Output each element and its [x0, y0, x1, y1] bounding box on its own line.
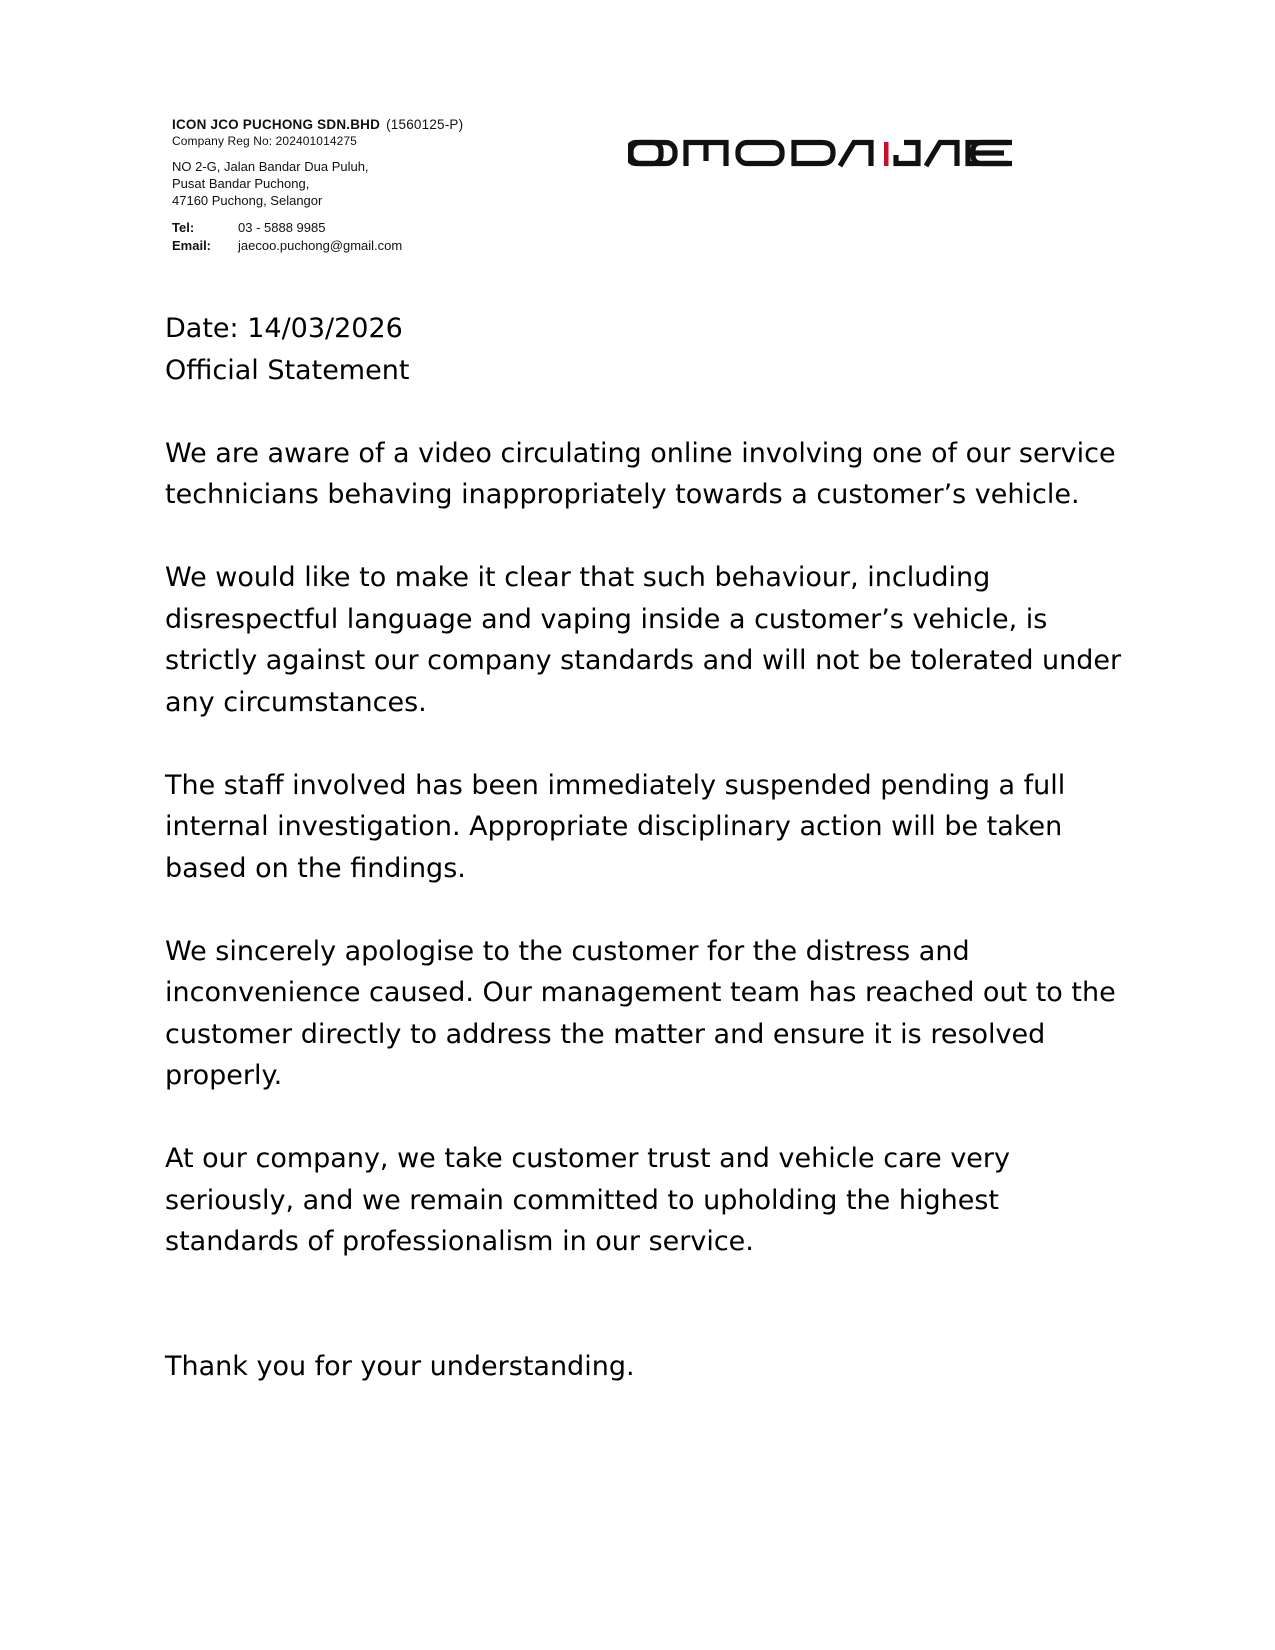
logo-separator: [884, 142, 889, 166]
address-line-2: Pusat Bandar Puchong,: [172, 176, 310, 191]
paragraph-3: The staff involved has been immediately suspended pending a full internal investigation. Appropriate disciplinary action will be taken based on the findings.: [165, 769, 1066, 884]
paragraph-4: We sincerely apologise to the customer for the distress and inconvenience caused. Our management team has reached out to the customer directly to address the matter and ensure it is resolved properly.: [165, 935, 1116, 1091]
letter-body: [165, 308, 1125, 1387]
company-name-line: [172, 116, 592, 133]
paragraph-2: We would like to make it clear that such behaviour, including disrespectful language and vaping inside a customer’s vehicle, is strictly against our company standards and will not be tolerated under any circumstances.: [165, 562, 1122, 718]
company-address: [172, 158, 592, 209]
tel-row: [172, 219, 592, 237]
letter-date: Date: 14/03/2026: [165, 313, 403, 344]
omoda-jaecoo-logo: [628, 139, 1060, 169]
address-line-3: 47160 Puchong, Selangor: [172, 193, 323, 208]
paragraph-1: We are aware of a video circulating online involving one of our service technicians behaving inappropriately towards a customer’s vehicle.: [165, 437, 1116, 510]
brand-logo: [628, 139, 1060, 174]
email-row: [172, 237, 592, 255]
company-name: ICON JCO PUCHONG SDN.BHD: [172, 117, 381, 132]
email-value: jaecoo.puchong@gmail.com: [238, 238, 403, 253]
tel-value: 03 - 5888 9985: [238, 220, 326, 235]
paragraph-5: At our company, we take customer trust and vehicle care very seriously, and we remain committed to upholding the highest standards of professionalism in our service.: [165, 1143, 1011, 1257]
email-label: Email:: [172, 238, 212, 253]
company-code: (1560125-P): [386, 117, 464, 132]
company-contact: [172, 219, 592, 255]
closing-line: Thank you for your understanding.: [165, 1350, 635, 1382]
tel-label: Tel:: [172, 220, 195, 235]
company-reg-no: Company Reg No: 202401014275: [172, 134, 357, 148]
address-line-1: NO 2-G, Jalan Bandar Dua Puluh,: [172, 159, 369, 174]
letter-title: Official Statement: [165, 354, 410, 386]
letterhead: [172, 116, 592, 255]
